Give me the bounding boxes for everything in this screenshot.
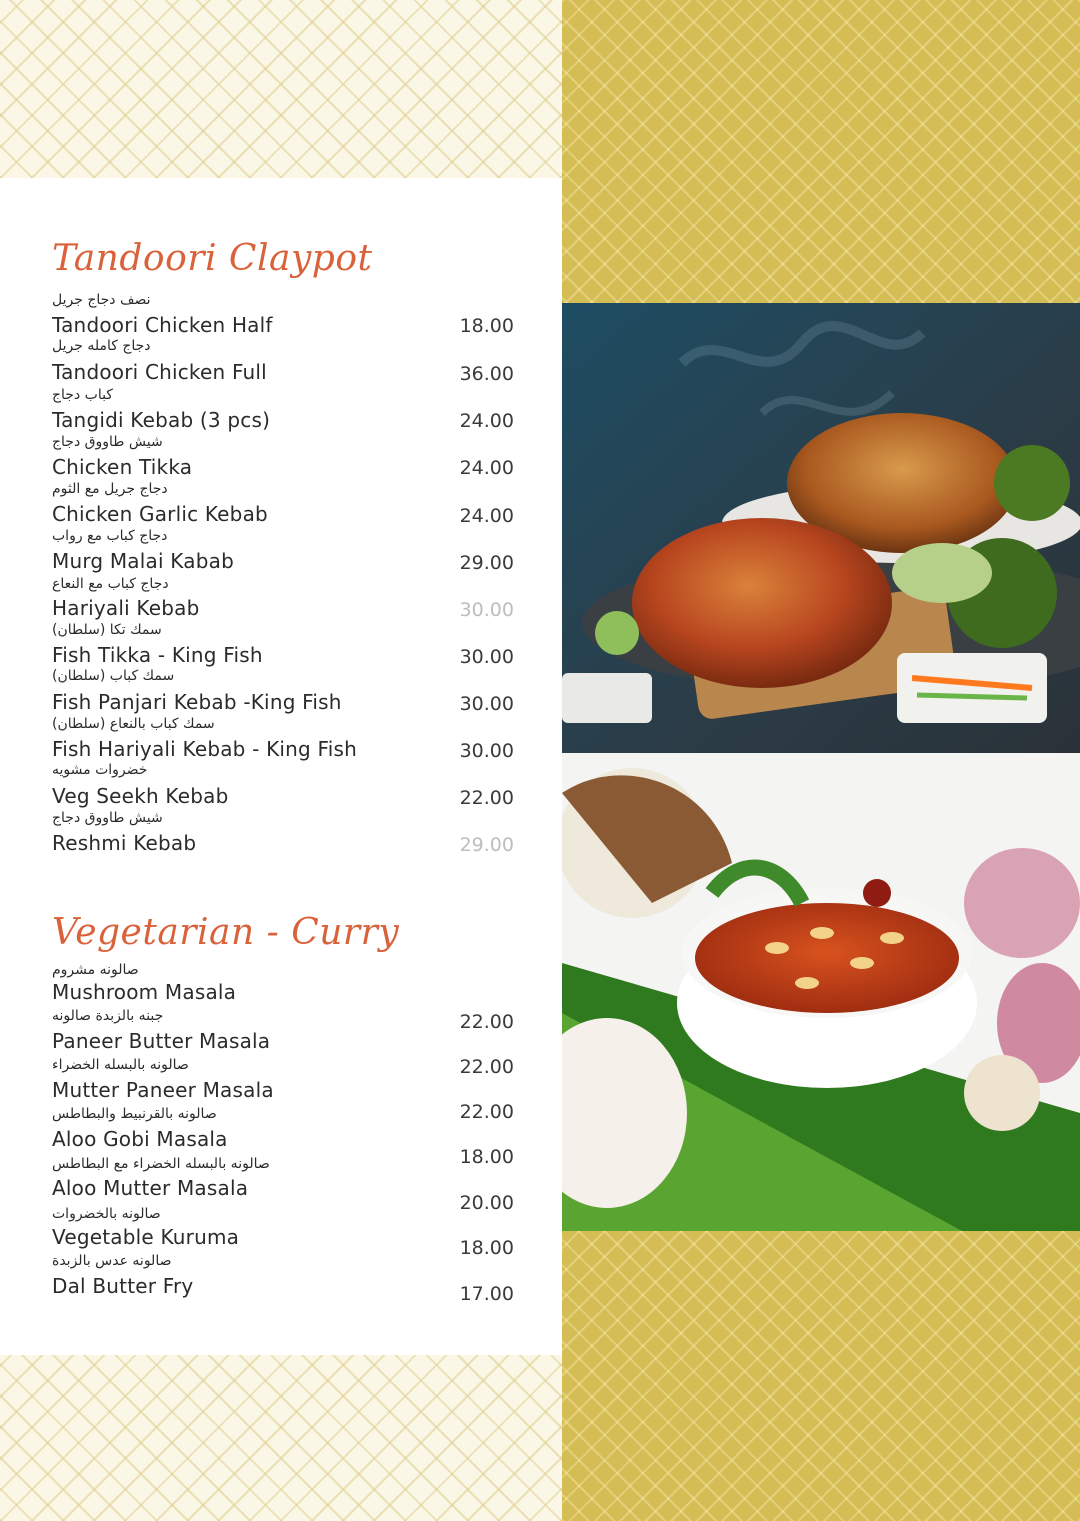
menu-item-price: 18.00 [459,1237,514,1259]
menu-item-name: Mushroom Masala [52,980,237,1004]
menu-item-name: Hariyali Kebab [52,596,200,620]
section-title-vegetarian: Vegetarian - Curry [52,912,400,953]
menu-item-price: 24.00 [459,457,514,479]
menu-item-ar: دجاج جريل مع الثوم [52,481,168,497]
menu-item-price: 18.00 [459,1146,514,1168]
menu-item-price: 20.00 [459,1192,514,1214]
menu-item-name: Fish Tikka - King Fish [52,643,263,667]
menu-item-price: 22.00 [459,1101,514,1123]
menu-item-name: Tandoori Chicken Half [52,313,273,337]
menu-item-price: 17.00 [459,1283,514,1305]
menu-item-name: Aloo Gobi Masala [52,1127,228,1151]
menu-item-name: Fish Hariyali Kebab - King Fish [52,737,357,761]
menu-item-name: Veg Seekh Kebab [52,784,229,808]
menu-item-name: Chicken Garlic Kebab [52,502,268,526]
menu-item-name: Vegetable Kuruma [52,1225,240,1249]
menu-item-ar: سمك كباب (سلطان) [52,668,175,684]
menu-item-name: Tandoori Chicken Full [52,360,267,384]
menu-item-ar: دجاج كامله جريل [52,338,151,354]
menu-item-price: 24.00 [459,505,514,527]
menu-item-price: 30.00 [459,646,514,668]
menu-item-ar: صالونه بالبسله الخضراء مع البطاطس [52,1156,270,1172]
menu-item-ar: نصف دجاج جريل [52,292,151,308]
menu-item-ar: صالونه بالخضروات [52,1206,161,1222]
menu-item-ar: صالونه بالقرنبيط والبطاطس [52,1106,217,1122]
menu-item-name: Murg Malai Kabab [52,549,234,573]
menu-item-ar: دجاج كباب مع رواب [52,528,168,544]
menu-item-ar: سمك كباب بالنعاع (سلطان) [52,716,215,732]
section-title-tandoori: Tandoori Claypot [52,238,373,279]
curry-bowl-photo [562,753,1080,1231]
menu-item-ar: صالونه عدس بالزبدة [52,1253,172,1269]
menu-item-ar: دجاج كباب مع النعاع [52,576,169,592]
menu-item-ar: خضروات مشويه [52,762,148,778]
menu-item-name: Paneer Butter Masala [52,1029,271,1053]
menu-item-ar: شيش طاووق دجاج [52,810,163,826]
menu-item-price: 22.00 [459,1056,514,1078]
menu-item-price: 30.00 [459,693,514,715]
menu-item-name: Aloo Mutter Masala [52,1176,249,1200]
menu-item-name: Tangidi Kebab (3 pcs) [52,408,271,432]
menu-item-ar: شيش طاووق دجاج [52,434,163,450]
menu-item-price: 30.00 [459,740,514,762]
menu-item-price: 30.00 [459,599,514,621]
tandoori-chicken-photo [562,303,1080,753]
menu-item-price: 22.00 [459,1011,514,1033]
menu-item-name: Mutter Paneer Masala [52,1078,274,1102]
menu-item-name: Dal Butter Fry [52,1274,194,1298]
menu-item-ar: سمك تكا (سلطان) [52,622,162,638]
menu-item-name: Reshmi Kebab [52,831,197,855]
menu-item-price: 24.00 [459,410,514,432]
menu-item-name: Chicken Tikka [52,455,193,479]
menu-item-ar: صالونه بالبسله الخضراء [52,1057,189,1073]
menu-item-price: 29.00 [459,834,514,856]
menu-item-ar: صالونه مشروم [52,962,139,978]
menu-item-ar: جبنه بالزبدة صالونه [52,1008,164,1024]
decorative-pattern-top [0,0,562,178]
decorative-pattern-bottom [0,1355,562,1521]
menu-item-price: 36.00 [459,363,514,385]
menu-item-price: 29.00 [459,552,514,574]
menu-item-name: Fish Panjari Kebab -King Fish [52,690,342,714]
menu-item-price: 18.00 [459,315,514,337]
menu-item-ar: كباب دجاج [52,387,113,403]
menu-item-price: 22.00 [459,787,514,809]
